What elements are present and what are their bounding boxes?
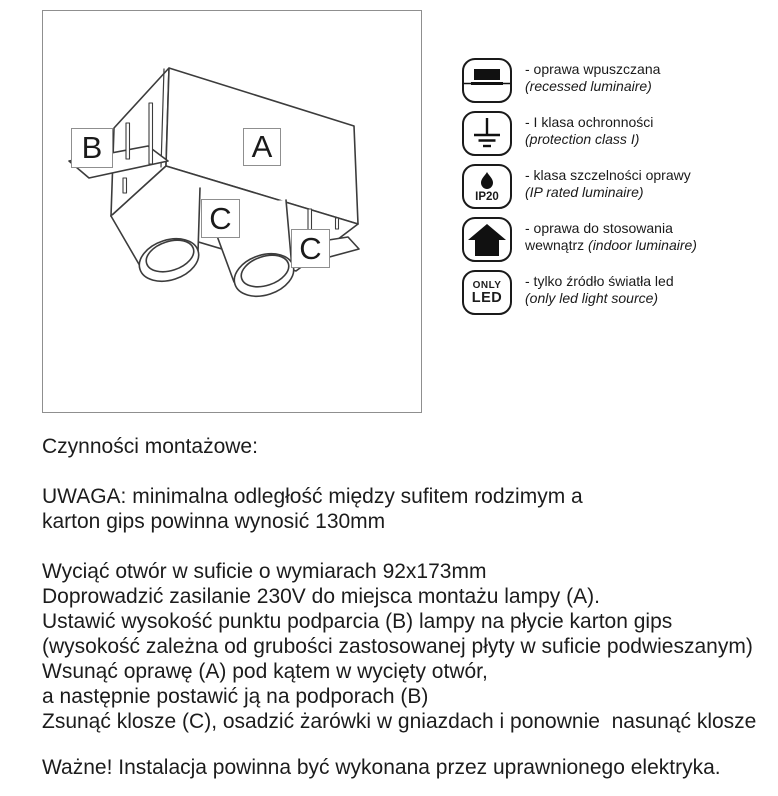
legend-text-en: (only led light source) [525, 289, 659, 306]
warning-line: UWAGA: minimalna odległość między sufitem rodzimym a [42, 485, 583, 508]
legend-row-recessed [462, 58, 762, 103]
legend-text-en-inline: (indoor luminaire) [588, 236, 697, 253]
important-note: Ważne! Instalacja powinna być wykonana przez uprawnionego elektryka. [42, 756, 721, 779]
instructions-heading: Czynności montażowe: [42, 435, 258, 458]
only-led-icon-text-top: ONLY [472, 279, 502, 291]
support-pin [336, 218, 339, 229]
legend-text-en: (recessed luminaire) [525, 77, 652, 94]
label-c1 [201, 199, 240, 238]
legend-row-ip-rating [462, 164, 762, 209]
support-pin [126, 123, 130, 159]
instruction-step: a następnie postawić ją na podporach (B) [42, 685, 429, 708]
indoor-icon [462, 217, 512, 262]
legend-row-led-source [462, 270, 762, 315]
label-b-text: B [81, 130, 103, 165]
support-pin [123, 178, 127, 193]
protection-class-icon [462, 111, 512, 156]
instruction-step: Zsunąć klosze (C), osadzić żarówki w gniazdach i ponownie nasunąć klosze [42, 710, 757, 733]
instruction-step: Wsunąć oprawę (A) pod kątem w wycięty otwór, [42, 660, 488, 683]
legend-row-indoor [462, 217, 762, 262]
instruction-step: (wysokość zależna od grubości zastosowanej płyty w suficie podwieszanym) [42, 635, 753, 658]
droplet-icon [478, 171, 496, 190]
ip20-icon [462, 164, 512, 209]
label-a-text: A [251, 129, 273, 164]
legend-text-pl: - oprawa do stosowania [525, 220, 673, 236]
warning-line: karton gips powinna wynosić 130mm [42, 510, 386, 533]
legend-text-en: (protection class I) [525, 130, 640, 147]
label-c2-text: C [299, 230, 322, 266]
installation-diagram-frame [42, 10, 422, 413]
instruction-step: Ustawić wysokość punktu podparcia (B) lampy na płycie karton gips [42, 610, 673, 633]
label-b [71, 128, 113, 168]
house-icon [467, 224, 507, 256]
installation-instructions [42, 434, 776, 780]
instruction-step: Doprowadzić zasilanie 230V do miejsca montażu lampy (A). [42, 585, 600, 608]
legend-text-pl: - I klasa ochronności [525, 114, 654, 130]
only-led-icon-text-bottom: LED [471, 289, 503, 306]
instruction-step: Wyciąć otwór w suficie o wymiarach 92x173mm [42, 560, 487, 583]
label-a [243, 128, 281, 166]
legend-text-en: (IP rated luminaire) [525, 183, 644, 200]
icon-legend [462, 58, 762, 323]
legend-text-pl: - oprawa wpuszczana [525, 61, 661, 77]
legend-text-pl: - klasa szczelności oprawy [525, 167, 691, 183]
legend-text-mixed [525, 237, 697, 254]
legend-text-pl-inline: wewnątrz [525, 236, 589, 253]
legend-text-pl: - tylko źródło światła led [525, 273, 674, 289]
recessed-luminaire-icon [462, 58, 512, 103]
only-led-icon [462, 270, 512, 315]
legend-row-protection-class [462, 111, 762, 156]
label-c2 [291, 229, 330, 268]
label-c1-text: C [209, 200, 232, 236]
ip20-icon-text: IP20 [475, 190, 499, 203]
support-pin [149, 103, 153, 164]
